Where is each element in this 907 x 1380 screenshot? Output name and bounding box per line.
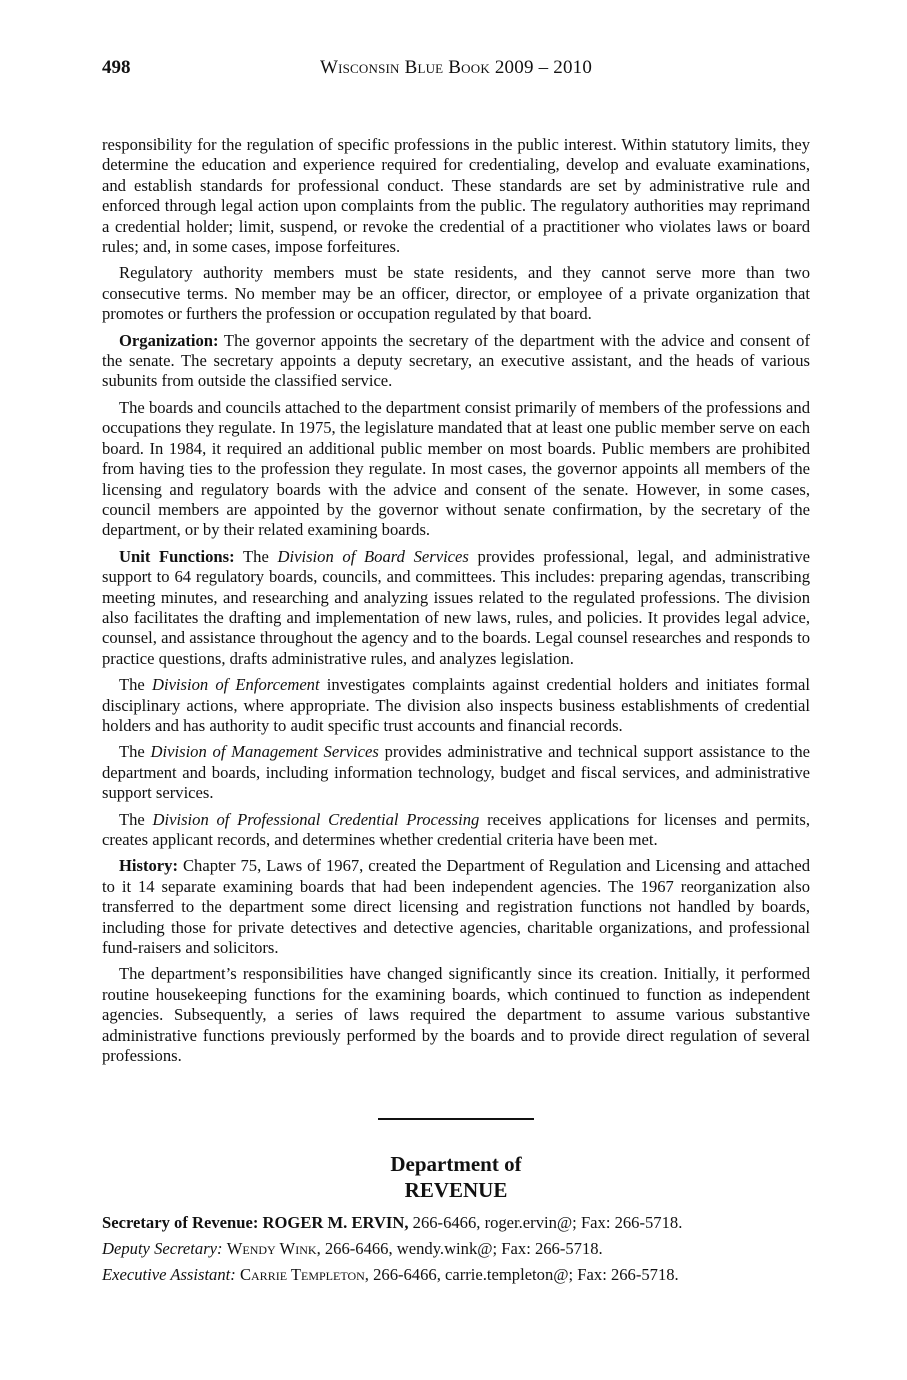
page-number: 498 [102,57,131,78]
paragraph-members [102,263,810,324]
paragraph-responsibilities [102,964,810,1066]
section-divider [378,1118,534,1120]
paragraph-text: The department’s responsibilities have changed significantly since its creation. Initially, it performed routine housekeeping functions for the examining boards, which continued to function as independent agencies. Subsequently, a series of laws required the department to assume various substantive administrative functions previously performed by the boards and to provide direct regulation of several professions. [102,964,810,1066]
paragraph-text: receives applications for licenses and permits, creates applicant records, and determines whether credential criteria have been met. [102,809,810,849]
paragraph-management-services [102,742,810,803]
paragraph-pre: The [234,546,278,566]
officer-details: , 266-6466, wendy.wink@; Fax: 266-5718. [316,1239,603,1258]
page-header [102,57,810,81]
department-heading [102,1151,810,1203]
paragraph-organization [102,331,810,392]
division-name: Division of Management Services [150,742,379,762]
officer-name: Carrie Templeton [239,1265,365,1284]
paragraph-text: responsibility for the regulation of specific professions in the public interest. Within statutory limits, they determine the education and experience required for credentialing, develop and evaluate examinations, and establish standards for professional conduct. These standards are set by administrative rule and enforced through legal action upon complaints from the public. The regulatory authorities may reprimand a credential holder; limit, suspend, or revoke the credential of a practitioner who violates laws or board rules; and, in some cases, impose forfeitures. [102,135,810,257]
officer-title: Secretary of Revenue: [102,1213,259,1232]
division-name: Division of Board Services [277,546,469,566]
division-name: Division of Enforcement [151,675,320,695]
paragraph-enforcement [102,675,810,736]
paragraph-credential-processing [102,810,810,851]
paragraph-text: The boards and councils attached to the department consist primarily of members of the professions and occupations they regulate. In 1975, the legislature mandated that at least one public member serve on each board. In 1984, it required an additional public member on most boards. Public members are prohibited from having ties to the profession they regulate. In most cases, the governor appoints all members of the licensing and regulatory boards with the advice and consent of the senate. However, in some cases, council members are appointed by the governor without senate confirmation, by the secretary of the department, or by their related examining boards. [102,397,810,540]
paragraph-text: The governor appoints the secretary of the department with the advice and consent of the senate. The secretary appoints a deputy secretary, an executive assistant, and the heads of various subunits from outside the classified service. [102,330,810,391]
paragraph-regulation [102,135,810,257]
paragraph-pre: The [119,742,151,762]
paragraph-text: Chapter 75, Laws of 1967, created the Department of Regulation and Licensing and attached to it 14 separate examining boards that had been independent agencies. The 1967 reorganization also transferred to the department some direct licensing and registration functions not handled by boards, including those for private detectives and detective agencies, charitable organizations, and professional fund-raisers and solicitors. [102,856,810,958]
paragraph-text: Regulatory authority members must be state residents, and they cannot serve more than two consecutive terms. No member may be an officer, director, or employee of a private organization that promotes or furthers the profession or occupation regulated by that board. [102,263,810,324]
officer-name: Wendy Wink [226,1239,317,1258]
officer-executive-assistant [102,1262,810,1288]
paragraph-unit-functions [102,547,810,669]
department-heading-line1: Department of [390,1152,522,1176]
officer-name: ROGER M. ERVIN, [262,1213,409,1232]
running-title: Wisconsin Blue Book 2009 – 2010 [319,57,593,78]
department-heading-line2: REVENUE [404,1178,508,1202]
paragraph-text: provides professional, legal, and administrative support to 64 regulatory boards, councils, and committees. This includes: preparing agendas, transcribing meeting minutes, and researching and analyzing issues related to the regulated professions. The division also facilitates the drafting and implementation of new laws, rules, and policies. It provides legal advice, counsel, and assistance throughout the agency and to the boards. Legal counsel researches and responds to practice questions, drafts administrative rules, and analyzes legislation. [102,546,810,668]
officer-title: Executive Assistant: [102,1265,236,1284]
section-lead-unit-functions: Unit Functions: [119,546,235,566]
paragraph-history [102,856,810,958]
officer-details: 266-6466, roger.ervin@; Fax: 266-5718. [408,1213,683,1232]
division-name: Division of Professional Credential Processing [152,809,480,829]
paragraph-text: investigates complaints against credential holders and initiates formal disciplinary actions, where appropriate. The division also inspects business establishments of credential holders and has authority to audit specific trust accounts and financial records. [102,675,810,735]
section-lead-history: History: [119,856,178,876]
officer-details: , 266-6466, carrie.templeton@; Fax: 266-5718. [364,1265,679,1284]
paragraph-text: provides administrative and technical support assistance to the department and boards, including information technology, budget and fiscal services, and administrative support services. [102,742,810,803]
officer-list [102,1210,810,1288]
paragraph-pre: The [119,809,153,829]
section-lead-organization: Organization: [119,330,219,350]
officer-deputy [102,1236,810,1262]
paragraph-pre: The [119,675,152,695]
officer-title: Deputy Secretary: [102,1239,223,1258]
officer-secretary [102,1210,810,1236]
body-text [102,135,810,1072]
paragraph-boards [102,398,810,541]
